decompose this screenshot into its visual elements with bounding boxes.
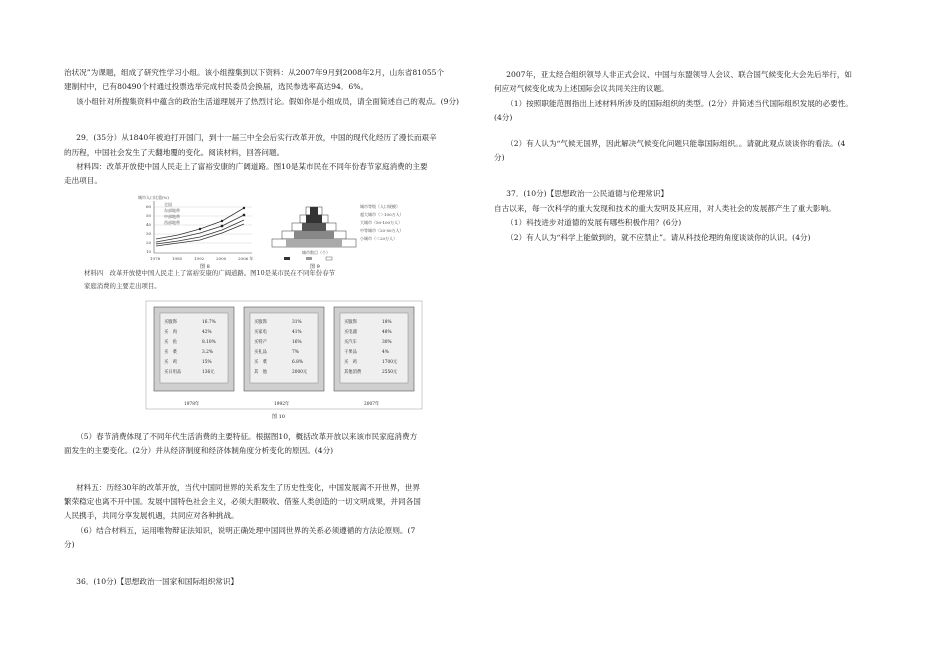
right-para-1-line-2: 何应对气候变化成为上述国际会议共同关注的议题。: [494, 84, 669, 94]
material-4-dup-line-1: 材料四 改革开放使中国人民走上了富裕安康的广阔道路。图10是某市民在不同年份春节: [84, 268, 335, 277]
question-5-line-1: （5）春节消费体现了不同年代生活消费的主要特征。根据图10，概括改革开放以来该市民家庭消费方: [76, 431, 418, 441]
intro-line-1: 治状况”为课题，组成了研究性学习小组。该小组搜集到以下资料：从2007年9月到2008年2月，山东省81055个: [64, 68, 445, 77]
fig8-legend-1: 东部地带: [164, 207, 180, 213]
fig10-card-2-item-2: 买汽车: [344, 339, 357, 345]
fig10-caption: 图 10: [272, 413, 285, 420]
figure-8-chart: [138, 194, 253, 269]
fig8-y-20: 20: [146, 239, 152, 245]
fig8-title: 城市人口比重(%): [138, 194, 169, 200]
fig10-card-2-year: 2007年: [364, 401, 380, 407]
figure-10-image: [144, 299, 424, 419]
question-37-title: 37．(10分)【思想政治一公民道德与伦理常识】: [506, 189, 669, 199]
right-para-1-line-1: 2007年，亚太经合组织领导人非正式会议、中国与东盟领导人会议、联合国气候变化大会先后举行，如: [506, 70, 853, 79]
figure-10-svg: [144, 299, 424, 421]
fig10-card-0-item-1: 买 肉: [164, 329, 177, 335]
fig8-y-50: 50: [146, 212, 152, 218]
right-q2-line-1: （2）有人认为“气候无国界，因此解决气候变化问题只能靠国际组织。。请就此观点谈谈你的看法。(4: [506, 138, 846, 148]
fig9-legend-2: 大城市（50-100万人）: [360, 219, 403, 225]
figure-9-chart: [272, 203, 404, 269]
fig10-card-1-value-3: 7%: [292, 349, 299, 355]
fig8-x-2000: 2000: [216, 255, 227, 261]
fig10-card-1-item-1: 买家电: [254, 329, 267, 335]
fig10-card-2-item-1: 买电器: [344, 329, 357, 335]
material-5-line-2: 繁荣稳定也离不开中国。发展中国特色社会主义，必须大胆吸收、借鉴人类创造的一切文明成果，并同各国: [64, 497, 421, 507]
question-6-line-1: （6）结合材料五，运用唯物辩证法知识，说明正确处理中国同世界的关系必须遵循的方法论原则。(7: [76, 525, 416, 535]
question-29-line-2: 的历程，中国社会发生了天翻地覆的变化。阅读材料，回答问题。: [64, 147, 285, 157]
fig9-legend-0: 城市等级（人口规模）: [360, 203, 400, 209]
fig9-legend: [360, 203, 404, 241]
question-29-line-1: 29．(35分）从1840年被迫打开国门，到十一届三中全会后实行改革开放，中国的现代化经历了漫长而艰辛: [76, 133, 437, 143]
fig10-card-2-value-4: 1700元: [382, 359, 398, 365]
fig10-card-2-value-1: 48%: [382, 329, 392, 335]
fig10-card-1-item-2: 买特产: [254, 339, 267, 345]
question-36-title: 36．(10分)【思想政治一国家和国际组织常识】: [76, 576, 239, 586]
fig10-card-0-item-4: 买 鸡: [164, 359, 177, 365]
fig10-card-1-item-0: 买服饰: [254, 319, 267, 325]
fig10-card-0-item-5: 买日用品: [164, 369, 182, 375]
material-5-line-1: 材料五：历经30年的改革开放，当代中国同世界的关系发生了历史性变化，中国发展离不开世界，世界: [76, 482, 420, 492]
material-4-dup-line-2: 家庭消费的主要走出项目。: [84, 281, 161, 290]
fig10-card-2-item-3: 干果品: [344, 349, 357, 355]
question-37-intro: 自古以来，每一次科学的重大发现和技术的重大发明及其应用，对人类社会的发展都产生了重大影响。: [494, 203, 836, 213]
question-37-1: （1）科技进步对道德的发展有哪些积极作用？(6分): [506, 218, 682, 228]
fig8-x-1978: 1978: [150, 255, 161, 261]
question-6-line-2: 分): [64, 540, 75, 550]
fig8-y-60: 60: [146, 203, 152, 209]
left-column: [64, 66, 474, 589]
intro-line-2: 建制村中，已有80490个村通过投票选举完成村民委员会换届，选民参选率高达94．6%。: [64, 82, 369, 92]
fig8-x-1992: 1992: [194, 255, 205, 261]
fig10-card-1-item-4: 买 菜: [254, 359, 267, 365]
figure-8-9-image: [134, 193, 404, 269]
fig8-y-10: 10: [146, 248, 152, 254]
fig10-card-1-year: 1992年: [274, 401, 290, 407]
fig10-card-1-item-5: 其 他: [254, 369, 267, 375]
fig10-card-2-item-5: 其他消费: [344, 369, 362, 375]
right-q1-line-2: (4分): [494, 113, 513, 123]
fig10-card-0-item-3: 买 菜: [164, 349, 177, 355]
material-5-line-3: 人民携手，共同分享发展机遇，共同应对各种挑战。: [64, 511, 239, 521]
intro-question: 该小组针对所搜集资料中蕴含的政治生活道理展开了热烈讨论。假如你是小组成员，请全面简述自己的观点。(9分): [76, 96, 460, 106]
fig9-legend-1: 超大城市（＞100万人）: [360, 211, 404, 217]
fig10-card-0-value-5: 136元: [202, 369, 215, 375]
fig8-legend-3: 西部地带: [164, 219, 180, 225]
fig8-x-2006: 2006 年: [238, 255, 254, 261]
fig10-card-2-value-3: 4%: [382, 349, 389, 355]
right-q1-line-1: （1）按照职能范围指出上述材料所涉及的国际组织的类型。(2分）并简述当代国际组织发展的必要性。: [506, 98, 853, 108]
fig10-card-1-item-3: 买礼品: [254, 349, 267, 355]
fig10-card-2-item-4: 买 鸡: [344, 359, 357, 365]
fig8-y-40: 40: [146, 221, 152, 227]
fig10-card-0-value-4: 15%: [202, 359, 212, 365]
fig10-card-0-value-3: 3.2%: [202, 349, 213, 355]
fig10-card-2-value-5: 2550元: [382, 369, 398, 375]
fig8-caption: 图 8: [200, 263, 210, 269]
fig9-x-title: 城市数目（个）: [302, 249, 330, 255]
fig10-card-1-value-4: 6.8%: [292, 359, 303, 365]
fig10-card-0-value-2: 8.10%: [202, 339, 216, 345]
fig10-card-2-value-0: 18%: [382, 319, 392, 325]
fig9-caption: 图 9: [310, 263, 320, 269]
question-5-line-2: 面发生的主要变化。(2分）并从经济制度和经济体制角度分析变化的原因。(4分): [64, 446, 334, 456]
fig9-legend-4: 小城市（＜20万人）: [360, 235, 398, 241]
fig10-card-0-value-1: 42%: [202, 329, 212, 335]
fig10-card-2-value-2: 30%: [382, 339, 392, 345]
fig8-x-1985: 1985: [172, 255, 183, 261]
fig9-legend-3: 中等城市（20-50万人）: [360, 227, 404, 233]
fig10-card-0-item-0: 买服饰: [164, 319, 177, 325]
fig8-legend-0: 全国: [164, 201, 172, 207]
fig10-card-1-value-5: 2000元: [292, 369, 308, 375]
fig10-card-1-value-1: 41%: [292, 329, 302, 335]
fig10-card-1-value-2: 16%: [292, 339, 302, 345]
fig8-y-30: 30: [146, 230, 152, 236]
fig10-card-2-item-0: 买服饰: [344, 319, 357, 325]
fig8-legend-2: 中部地带: [164, 213, 180, 219]
fig8-legend: [164, 201, 180, 225]
right-q2-line-2: 分): [494, 153, 505, 163]
material-4: 材料四：改革开放使中国人民走上了富裕安康的广阔道路。图10是某市民在不同年份春节家庭消费的主要: [76, 162, 428, 172]
fig10-card-0-value-0: 16.7%: [202, 319, 216, 325]
right-column: [494, 68, 892, 245]
figure-8-9-svg: [134, 193, 404, 269]
fig10-card-0-year: 1978年: [184, 401, 200, 407]
material-4-cont: 走出项目。: [64, 176, 102, 186]
fig10-card-0-item-2: 买 鱼: [164, 339, 177, 345]
question-37-2: （2）有人认为“科学上能做到的，就不应禁止”。请从科技伦理的角度谈谈你的认识。(4分): [506, 232, 811, 242]
fig10-card-1-value-0: 31%: [292, 319, 302, 325]
fig8-series-west: [156, 224, 244, 246]
